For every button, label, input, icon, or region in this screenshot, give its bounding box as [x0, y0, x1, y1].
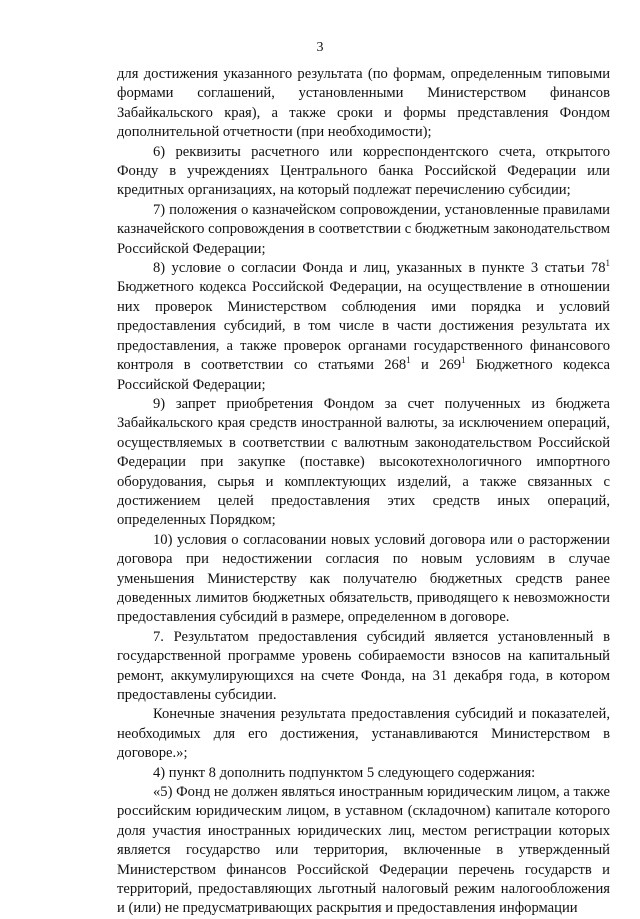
paragraph-item-9: 9) запрет приобретения Фондом за счет полученных из бюджета Забайкальского края средств иностранной валюты, за исключением операций, осуществляемых в соответствии с валютным законодательством Российской Федерации при закупке (поставке) высокотехнологичного импортного оборудования, сырья и комплектующих изделий, а также связанных с достижением целей предоставления этих средств иных операций, определенных Порядком; [117, 395, 610, 529]
paragraph-final-values: Конечные значения результата предоставления субсидий и показателей, необходимых для его достижения, устанавливаются Министерством в договоре.»; [117, 706, 610, 762]
paragraph-subclause-5: «5) Фонд не должен являться иностранным юридическим лицом, а также российским юридическим лицом, в уставном (складочном) капитале которого доля участия иностранных юридических лиц, местом регистрации которых является государство или территория, включенные в утвержденный Министерством финансов Российской Федерации перечень государств и территорий, предоставляющих льготный налоговый режим налогообложения и (или) не предусматривающих раскрытия и предоставления информации [117, 784, 610, 917]
paragraph-item-8-text-4: Бюджетного кодекса Российской Федерации; [117, 357, 611, 393]
paragraph-item-7: 7) положения о казначейском сопровождении, установленные правилами казначейского сопровождения в соответствии с бюджетным законодательством Российской Федерации; [117, 201, 610, 257]
paragraph-clause-7: 7. Результатом предоставления субсидий является установленный в государственной программе уровень собираемости взносов на капитальный ремонт, аккумулирующихся на счете Фонда, на 31 декабря года, в котором предоставлены субсидии. [117, 628, 610, 703]
paragraph-item-8-text-1: 8) условие о согласии Фонда и лиц, указанных в пункте 3 статьи 78 [153, 260, 606, 277]
paragraph-item-8-text-3: и 269 [410, 357, 462, 374]
paragraph-item-6: 6) реквизиты расчетного или корреспондентского счета, открытого Фонду в учреждениях Центрального банка Российской Федерации или кредитных организациях, на который подлежат перечислению субсидии; [117, 143, 610, 199]
paragraph-item-10: 10) условия о согласовании новых условий договора или о расторжении договора при недостижении согласия по новым условиям в случае уменьшения Министерству как получателю бюджетных средств ранее доведенных лимитов бюджетных обязательств, приводящего к невозможности предоставления субсидий в размере, определенном в договоре. [117, 531, 610, 626]
page-number: 3 [316, 40, 324, 55]
paragraph-amendment-4: 4) пункт 8 дополнить подпунктом 5 следующего содержания: [153, 764, 536, 781]
superscript-2: 1 [406, 355, 411, 366]
document-body [117, 65, 610, 919]
superscript-3: 1 [461, 355, 466, 366]
superscript-1: 1 [605, 258, 610, 269]
paragraph-continuation: для достижения указанного результата (по формам, определенным типовыми формами соглашений, установленными Министерством финансов Забайкальского края), а также сроки и формы представления Фондом дополнительной отчетности (при необходимости); [117, 66, 610, 141]
paragraph-item-8-text-2: Бюджетного кодекса Российской Федерации, на осуществление в отношении них проверок Министерством соблюдения ими порядка и условий предоставления субсидий, в том числе в части достижения результата их предоставления, а также проверок органами государственного финансового контроля в соответствии со статьями 268 [117, 279, 610, 374]
paragraph-item-8 [117, 259, 610, 395]
